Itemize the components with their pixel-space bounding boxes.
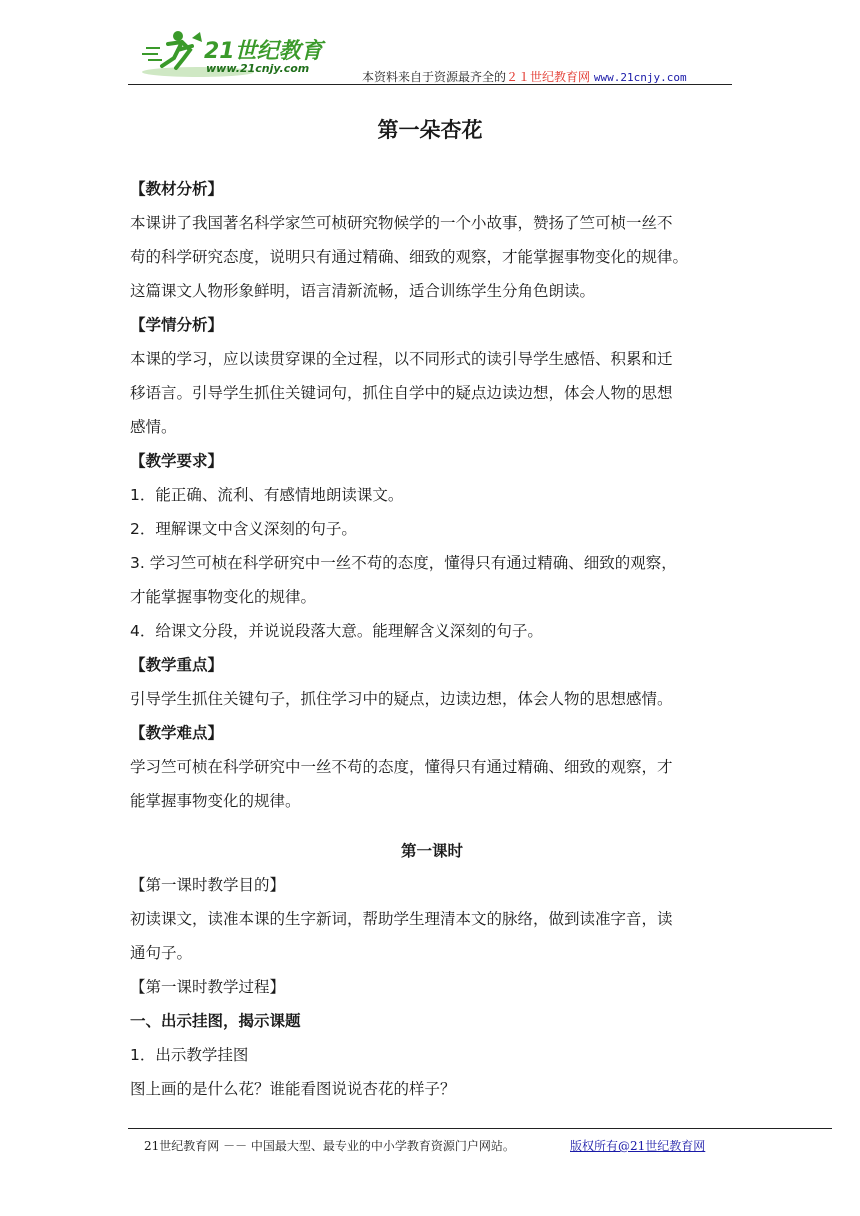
paragraph-line: 通句子。 [130, 944, 193, 962]
copyright-link[interactable]: 版权所有@21世纪教育网 [570, 1139, 706, 1153]
runner-logo-icon [138, 28, 338, 82]
list-item: 3. 学习竺可桢在科学研究中一丝不苟的态度，懂得只有通过精确、细致的观察， [130, 554, 677, 572]
document-title: 第一朵杏花 [377, 118, 483, 142]
page-header [128, 28, 732, 85]
document-body [130, 172, 734, 1106]
subsection-heading: 【第一课时教学过程】 [130, 978, 286, 996]
header-source [362, 68, 687, 85]
paragraph-line: 移语言。引导学生抓住关键词句，抓住自学中的疑点边读边想，体会人物的思想 [130, 384, 673, 402]
section-heading: 【学情分析】 [130, 316, 224, 334]
list-item: 1．出示教学挂图 [130, 1046, 249, 1064]
step-heading: 一、出示挂图，揭示课题 [130, 1012, 301, 1030]
list-item-continuation: 才能掌握事物变化的规律。 [130, 588, 317, 606]
paragraph-line: 能掌握事物变化的规律。 [130, 792, 301, 810]
paragraph-line: 引导学生抓住关键句子，抓住学习中的疑点，边读边想，体会人物的思想感情。 [130, 690, 673, 708]
section-heading: 【教学要求】 [130, 452, 224, 470]
logo-name: 21世纪教育 [204, 39, 323, 64]
header-url-link[interactable]: www.21cnjy.com [593, 71, 687, 84]
paragraph-line: 本课讲了我国著名科学家竺可桢研究物候学的一个小故事，赞扬了竺可桢一丝不 [130, 214, 673, 232]
logo-url: www.21cnjy.com [206, 62, 310, 75]
paragraph-line: 学习竺可桢在科学研究中一丝不苟的态度，懂得只有通过精确、细致的观察，才 [130, 758, 673, 776]
section-heading: 【教学重点】 [130, 656, 224, 674]
section-heading: 【教材分析】 [130, 180, 224, 198]
paragraph-line: 苟的科学研究态度，说明只有通过精确、细致的观察，才能掌握事物变化的规律。 [130, 248, 689, 266]
header-site-link[interactable]: ２１世纪教育网 [506, 70, 591, 84]
footer-text: 21世纪教育网 －－ 中国最大型、最专业的中小学教育资源门户网站。 [144, 1139, 515, 1153]
paragraph-line: 图上画的是什么花？谁能看图说说杏花的样子？ [130, 1080, 456, 1098]
section-heading: 【教学难点】 [130, 724, 224, 742]
subsection-heading: 【第一课时教学目的】 [130, 876, 286, 894]
paragraph-line: 这篇课文人物形象鲜明，语言清新流畅，适合训练学生分角色朗读。 [130, 282, 596, 300]
paragraph-line: 初读课文，读准本课的生字新词，帮助学生理清本文的脉络，做到读准字音，读 [130, 910, 673, 928]
site-logo[interactable] [138, 28, 338, 82]
header-source-prefix: 本资料来自于资源最齐全的 [362, 70, 507, 84]
paragraph-line: 感情。 [130, 418, 177, 436]
lesson-title: 第一课时 [400, 842, 463, 860]
list-item: 4．给课文分段，并说说段落大意。能理解含义深刻的句子。 [130, 622, 543, 640]
list-item: 1．能正确、流利、有感情地朗读课文。 [130, 486, 404, 504]
paragraph-line: 本课的学习，应以读贯穿课的全过程，以不同形式的读引导学生感悟、积累和迁 [130, 350, 673, 368]
page-footer [128, 1128, 832, 1153]
list-item: 2．理解课文中含义深刻的句子。 [130, 520, 357, 538]
